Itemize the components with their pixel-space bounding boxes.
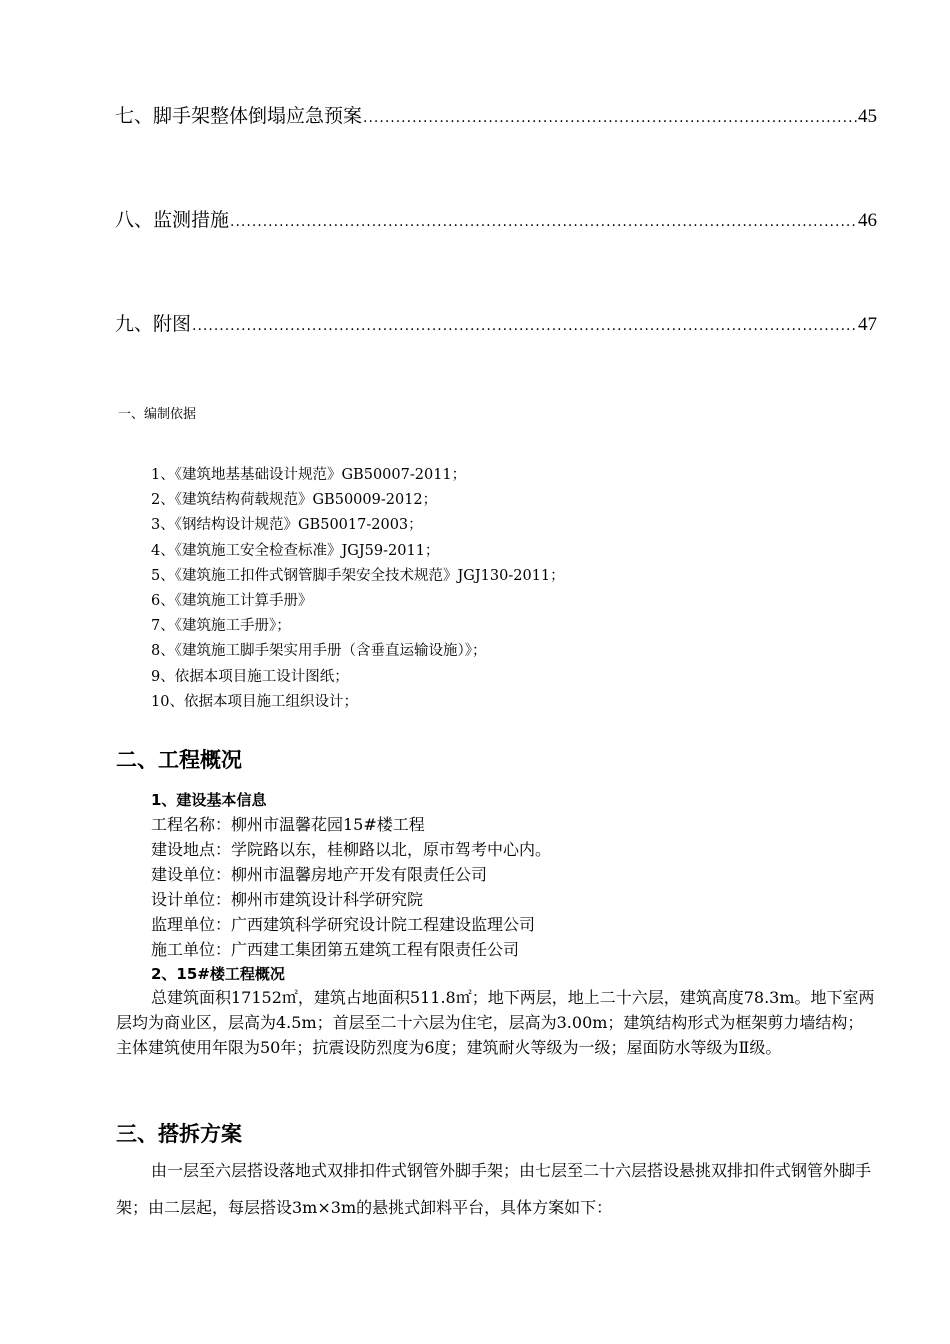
list-item: 1、《建筑地基基础设计规范》GB50007-2011； (151, 467, 467, 483)
info-line: 建设单位：柳州市温馨房地产开发有限责任公司 (151, 865, 488, 884)
toc-entry-title: 七、脚手架整体倒塌应急预案 (115, 105, 363, 127)
project-info-list (151, 812, 551, 962)
subheading-basic-info: 1、建设基本信息 (151, 791, 267, 809)
section-heading-basis: 一、编制依据 (118, 407, 197, 422)
scheme-text: 由一层至六层搭设落地式双排扣件式钢管外脚手架；由七层至二十六层搭设悬挑双排扣件式钢管外脚手架；由二层起，每层搭设3m×3m的悬挑式卸料平台，具体方案如下： (116, 1161, 872, 1217)
list-item: 10、依据本项目施工组织设计； (151, 693, 358, 710)
list-item: 5、《建筑施工扣件式钢管脚手架安全技术规范》JGJ130-2011； (151, 567, 565, 584)
list-item: 9、依据本项目施工设计图纸； (151, 668, 349, 685)
toc-entry-title: 八、监测措施 (115, 209, 230, 231)
list-item: 8、《建筑施工脚手架实用手册（含垂直运输设施）》； (151, 643, 487, 660)
toc-entry-page: 47 (858, 314, 877, 335)
toc-entry-page: 45 (858, 106, 877, 127)
toc-leader-dots (192, 318, 857, 334)
overview-text: 总建筑面积17152㎡，建筑占地面积511.8㎡；地下两层，地上二十六层，建筑高度78.3m。地下室两层均为商业区，层高为4.5m；首层至二十六层为住宅，层高为3.00m；建筑结构形式为框架剪力墙结构；主体建筑使用年限为50年；抗震设防烈度为6度；建筑耐火等级为一级；屋面防水等级为Ⅱ级。 (116, 988, 875, 1057)
section-heading-scheme: 三、搭拆方案 (116, 1122, 242, 1146)
info-line: 监理单位：广西建筑科学研究设计院工程建设监理公司 (151, 915, 536, 934)
toc-entry-title: 九、附图 (115, 313, 192, 335)
list-item: 4、《建筑施工安全检查标准》JGJ59-2011； (151, 542, 440, 559)
toc-leader-dots (230, 214, 857, 230)
toc-entry[interactable] (115, 101, 877, 128)
list-item: 2、《建筑结构荷载规范》GB50009-2012； (151, 492, 438, 509)
overview-paragraph (116, 985, 878, 1060)
subheading-building-overview: 2、15#楼工程概况 (151, 965, 285, 983)
info-line: 施工单位：广西建工集团第五建筑工程有限责任公司 (151, 940, 520, 959)
info-line: 设计单位：柳州市建筑设计科学研究院 (151, 890, 424, 909)
section-heading-overview: 二、工程概况 (116, 748, 242, 772)
info-line: 建设地点：学院路以东，桂柳路以北，原市驾考中心内。 (151, 840, 552, 859)
toc-entry[interactable] (115, 309, 877, 336)
info-line: 工程名称：柳州市温馨花园15#楼工程 (151, 815, 425, 834)
toc-entry-page: 46 (858, 210, 877, 231)
toc-leader-dots (363, 110, 857, 126)
list-item: 3、《钢结构设计规范》GB50017-2003； (151, 517, 423, 534)
toc-entry[interactable] (115, 205, 877, 232)
list-item: 7、《建筑施工手册》； (151, 618, 291, 635)
reference-list (151, 463, 565, 715)
scheme-paragraph (116, 1152, 878, 1226)
list-item: 6、《建筑施工计算手册》 (151, 592, 313, 609)
